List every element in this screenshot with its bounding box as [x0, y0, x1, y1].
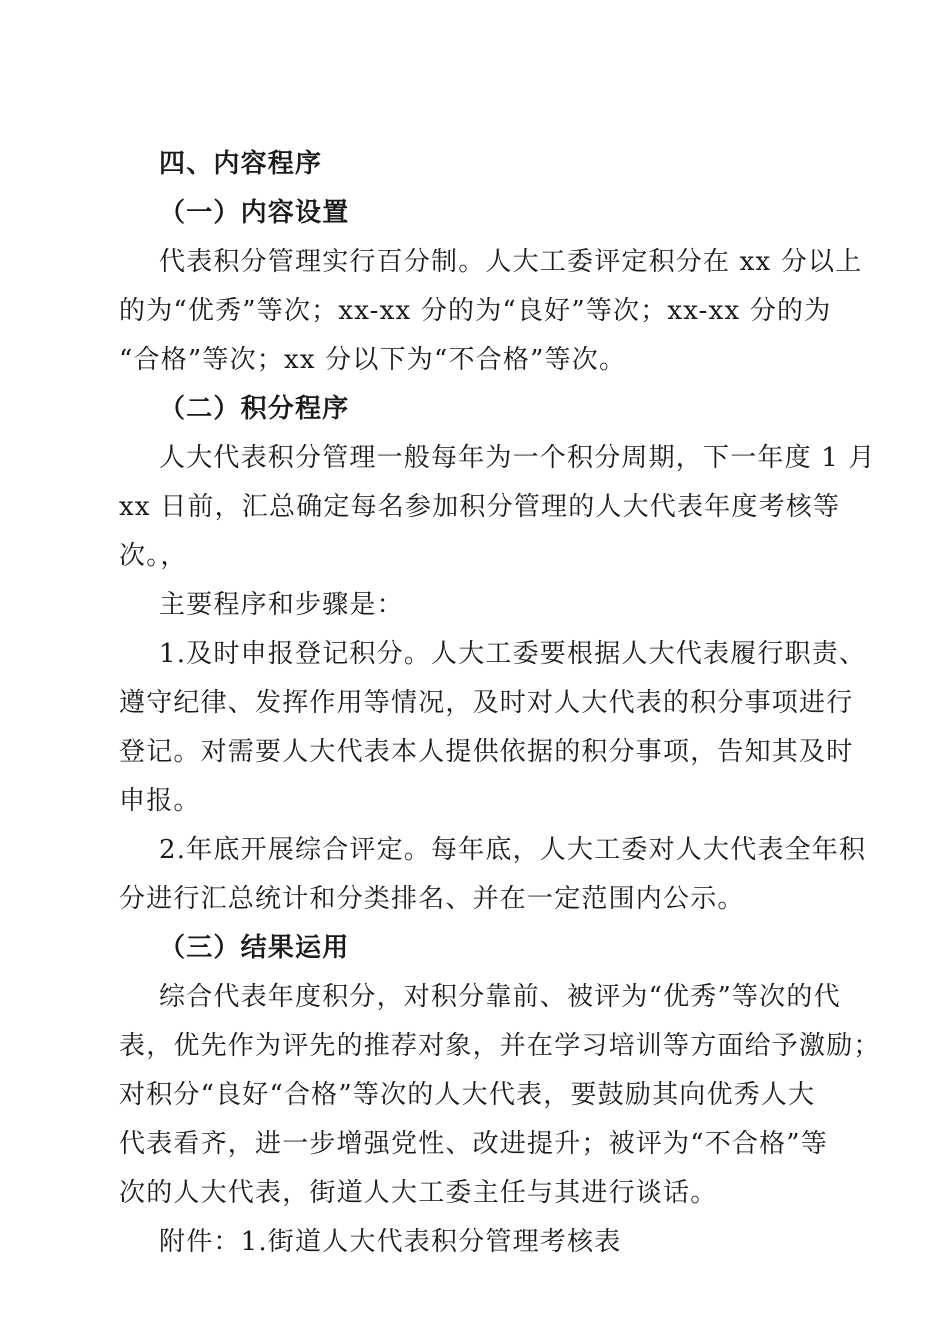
paragraph-step-1	[119, 630, 867, 826]
paragraph-scoring-cycle	[119, 434, 876, 581]
text-line: 次。，	[119, 541, 188, 571]
text-line: 遵守纪律、发挥作用等情况，及时对人大代表的积分事项进行	[119, 688, 854, 718]
paragraph-step-2	[119, 826, 867, 924]
text-line: 对积分“良好“合格”等次的人大代表，要鼓励其向优秀人大	[119, 1080, 816, 1110]
attachment-line: 附件：1.街道人大代表积分管理考核表	[159, 1227, 622, 1257]
text-line: 表，优先作为评先的推荐对象，并在学习培训等方面给予激励；	[119, 1031, 881, 1061]
text-line: 申报。	[119, 786, 201, 816]
text-line: 登记。对需要人大代表本人提供依据的积分事项，告知其及时	[119, 737, 854, 767]
text-line: 1.及时申报登记积分。人大工委要根据人大代表履行职责、	[159, 639, 867, 669]
text-line: 综合代表年度积分，对积分靠前、被评为“优秀”等次的代	[159, 982, 841, 1012]
text-line: 的为“优秀”等次；xx-xx 分的为“良好”等次；xx-xx 分的为	[119, 296, 832, 326]
text-line: 主要程序和步骤是：	[159, 590, 404, 620]
text-line: 代表积分管理实行百分制。人大工委评定积分在 xx 分以上	[159, 247, 863, 277]
text-line: 代表看齐，进一步增强党性、改进提升；被评为“不合格”等	[119, 1129, 828, 1159]
subsection-heading-content-settings: （一）内容设置	[159, 198, 350, 228]
subsection-heading-scoring-procedure: （二）积分程序	[159, 394, 350, 424]
text-line: 次的人大代表，街道人大工委主任与其进行谈话。	[119, 1178, 718, 1208]
text-line: 分进行汇总统计和分类排名、并在一定范围内公示。	[119, 884, 745, 914]
subsection-heading-results-application: （三）结果运用	[159, 933, 350, 963]
text-line: xx 日前，汇总确定每名参加积分管理的人大代表年度考核等	[119, 492, 841, 522]
text-line: 2.年底开展综合评定。每年底，人大工委对人大代表全年积	[159, 835, 867, 865]
text-line: 人大代表积分管理一般每年为一个积分周期，下一年度 1 月	[159, 443, 876, 473]
paragraph-scoring-system	[119, 238, 863, 385]
document-body	[119, 140, 881, 1267]
paragraph-main-steps-intro	[119, 581, 831, 630]
paragraph-results-usage	[119, 973, 881, 1218]
text-line: “合格”等次；xx 分以下为“不合格”等次。	[119, 345, 627, 375]
section-title: 四、内容程序	[159, 149, 323, 179]
